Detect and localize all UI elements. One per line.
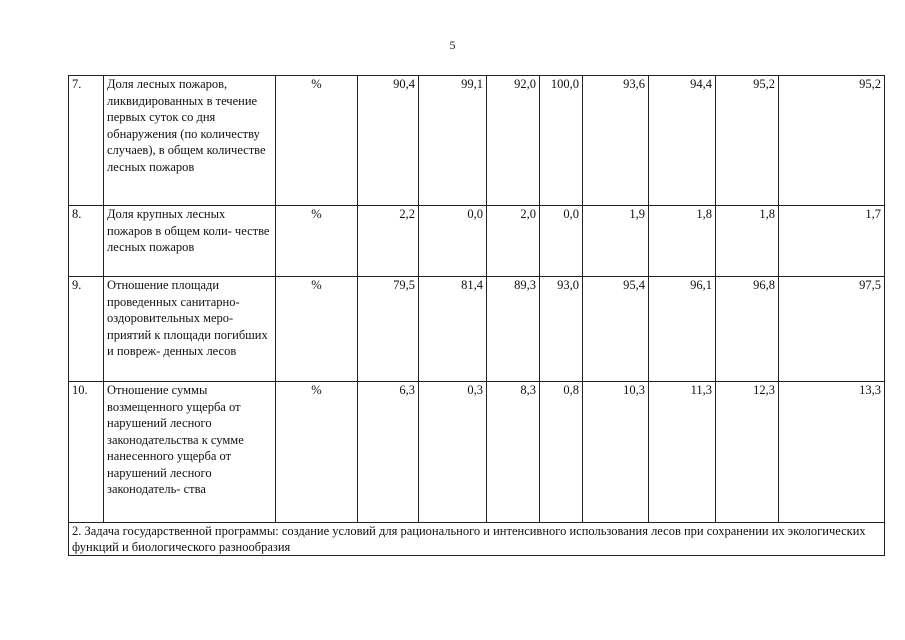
value-cell: 90,4 [358,76,419,206]
page-number: 5 [449,38,456,52]
value-cell: 11,3 [649,382,716,523]
value-cell: 0,0 [419,206,487,277]
value-cell: 13,3 [779,382,885,523]
row-number: 9. [69,277,104,382]
value-cell: 95,2 [779,76,885,206]
value-cell: 1,9 [583,206,649,277]
value-cell: 0,8 [540,382,583,523]
value-cell: 89,3 [487,277,540,382]
value-cell: 6,3 [358,382,419,523]
value-cell: 99,1 [419,76,487,206]
value-cell: 12,3 [716,382,779,523]
value-cell: 100,0 [540,76,583,206]
value-cell: 93,6 [583,76,649,206]
unit-cell: % [276,382,358,523]
value-cell: 81,4 [419,277,487,382]
unit-cell: % [276,76,358,206]
value-cell: 1,7 [779,206,885,277]
value-cell: 79,5 [358,277,419,382]
indicator-name: Отношение суммы возмещенного ущерба от нарушений лесного законодательства к сумме нанесенного ущерба от нарушений лесного законодатель- ства [104,382,276,523]
value-cell: 92,0 [487,76,540,206]
row-number: 7. [69,76,104,206]
indicator-name: Доля лесных пожаров, ликвидированных в течение первых суток со дня обнаружения (по количеству случаев), в общем количестве лесных пожаров [104,76,276,206]
row-number: 8. [69,206,104,277]
value-cell: 95,4 [583,277,649,382]
value-cell: 96,8 [716,277,779,382]
indicators-table [68,75,885,556]
task-row [69,523,885,556]
value-cell: 0,3 [419,382,487,523]
row-number: 10. [69,382,104,523]
table-row [69,277,885,382]
table-row [69,76,885,206]
value-cell: 1,8 [649,206,716,277]
indicator-name: Доля крупных лесных пожаров в общем коли- честве лесных пожаров [104,206,276,277]
table-row [69,206,885,277]
unit-cell: % [276,277,358,382]
table-row [69,382,885,523]
value-cell: 2,2 [358,206,419,277]
task-heading: 2. Задача государственной программы: создание условий для рационального и интенсивного использования лесов при сохранении их экологических функций и биологического разнообразия [69,523,885,556]
value-cell: 93,0 [540,277,583,382]
unit-cell: % [276,206,358,277]
value-cell: 95,2 [716,76,779,206]
value-cell: 10,3 [583,382,649,523]
value-cell: 97,5 [779,277,885,382]
value-cell: 1,8 [716,206,779,277]
value-cell: 94,4 [649,76,716,206]
value-cell: 8,3 [487,382,540,523]
value-cell: 96,1 [649,277,716,382]
value-cell: 2,0 [487,206,540,277]
indicator-name: Отношение площади проведенных санитарно- оздоровительных меро- приятий к площади погибших и повреж- денных лесов [104,277,276,382]
value-cell: 0,0 [540,206,583,277]
